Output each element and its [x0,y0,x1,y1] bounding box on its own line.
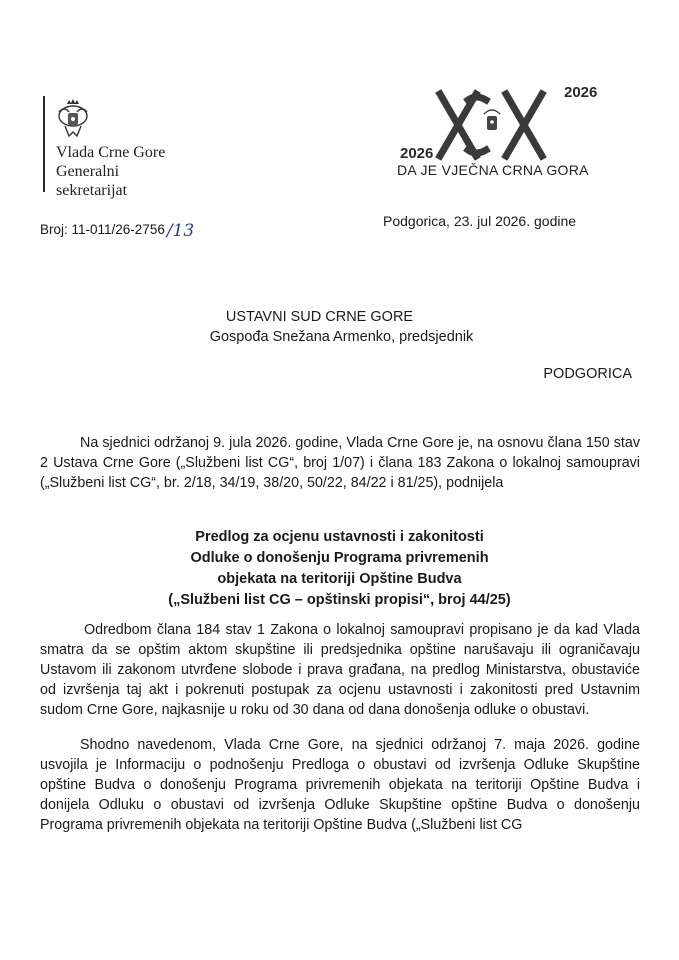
logo-year-right: 2026 [564,86,598,101]
reference-number-text: Broj: 11-011/26-2756 [40,222,165,237]
body-paragraph-1: Na sjednici održanoj 9. jula 2026. godine, Vlada Crne Gore je, na osnovu člana 150 stav 2 Ustava Crne Gore („Službeni list CG“, broj 1/07) i člana 183 Zakona o lokalnoj samoupravi („Službeni list CG“, br. 2/18, 34/19, 38/20, 50/22, 84/22 i 81/25), podnijela [40,435,640,491]
recipient-city: PODGORICA [543,366,632,382]
body-paragraph-3: Shodno navedenom, Vlada Crne Gore, na sjednici održanoj 7. maja 2026. godine usvojila je Informaciju o podnošenju Predloga o obustavi od izvršenja Odluke Skupštine opštine Budva o donošenju Programa privremenih objekata na teritoriji Opštine Budva i donijela Odluku o obustavi od izvršenja Odluke Skupštine opštine Budva o donošenju Programa privremenih objekata na teritoriji Opštine Budva („Službeni list CG [40,737,640,833]
logo-emblem-icon [484,110,500,130]
org-line: sekretarijat [56,182,128,199]
place-date: Podgorica, 23. jul 2026. godine [383,213,577,229]
title-line: („Službeni list CG – opštinski propisi“, broj 44/25) [168,592,511,608]
org-line: Vlada Crne Gore [56,144,166,161]
org-line: Generalni [56,163,120,180]
header-divider-line [43,96,45,192]
body-paragraph-2: Odredbom člana 184 stav 1 Zakona o lokalnoj samoupravi propisano je da kad Vlada smatra da se opštim aktom skupštine ili predsjednika opštine narušavaju ili ograničavaju Ustavom ili zakonom utvrđene slobode i prava građana, na predlog Ministarstva, obustaviće od izvršenja taj akt i pokrenuti postupak za ocjenu ustavnosti i zakonitosti pred Ustavnim sudom Crne Gore, najkasnije u roku od 30 dana od dana donošenja odluke o obustavi. [40,622,640,718]
logo-slogan: DA JE VJEČNA CRNA GORA [397,162,589,178]
document-title [0,527,679,611]
handwritten-number: /13 [166,221,195,241]
title-line: Odluke o donošenju Programa privremenih [190,550,489,566]
recipient-block [0,307,679,347]
title-line: Predlog za ocjenu ustavnosti i zakonitosti [195,529,484,545]
title-line: objekata na teritoriji Opštine Budva [217,571,462,587]
logo-year-left: 2026 [400,145,434,162]
reference-number [40,219,194,239]
recipient-person: Gospođa Snežana Armenko, predsjednik [209,329,474,345]
organization-name [56,143,165,200]
coat-of-arms-icon [55,98,91,140]
recipient-institution: USTAVNI SUD CRNE GORE [225,309,414,325]
